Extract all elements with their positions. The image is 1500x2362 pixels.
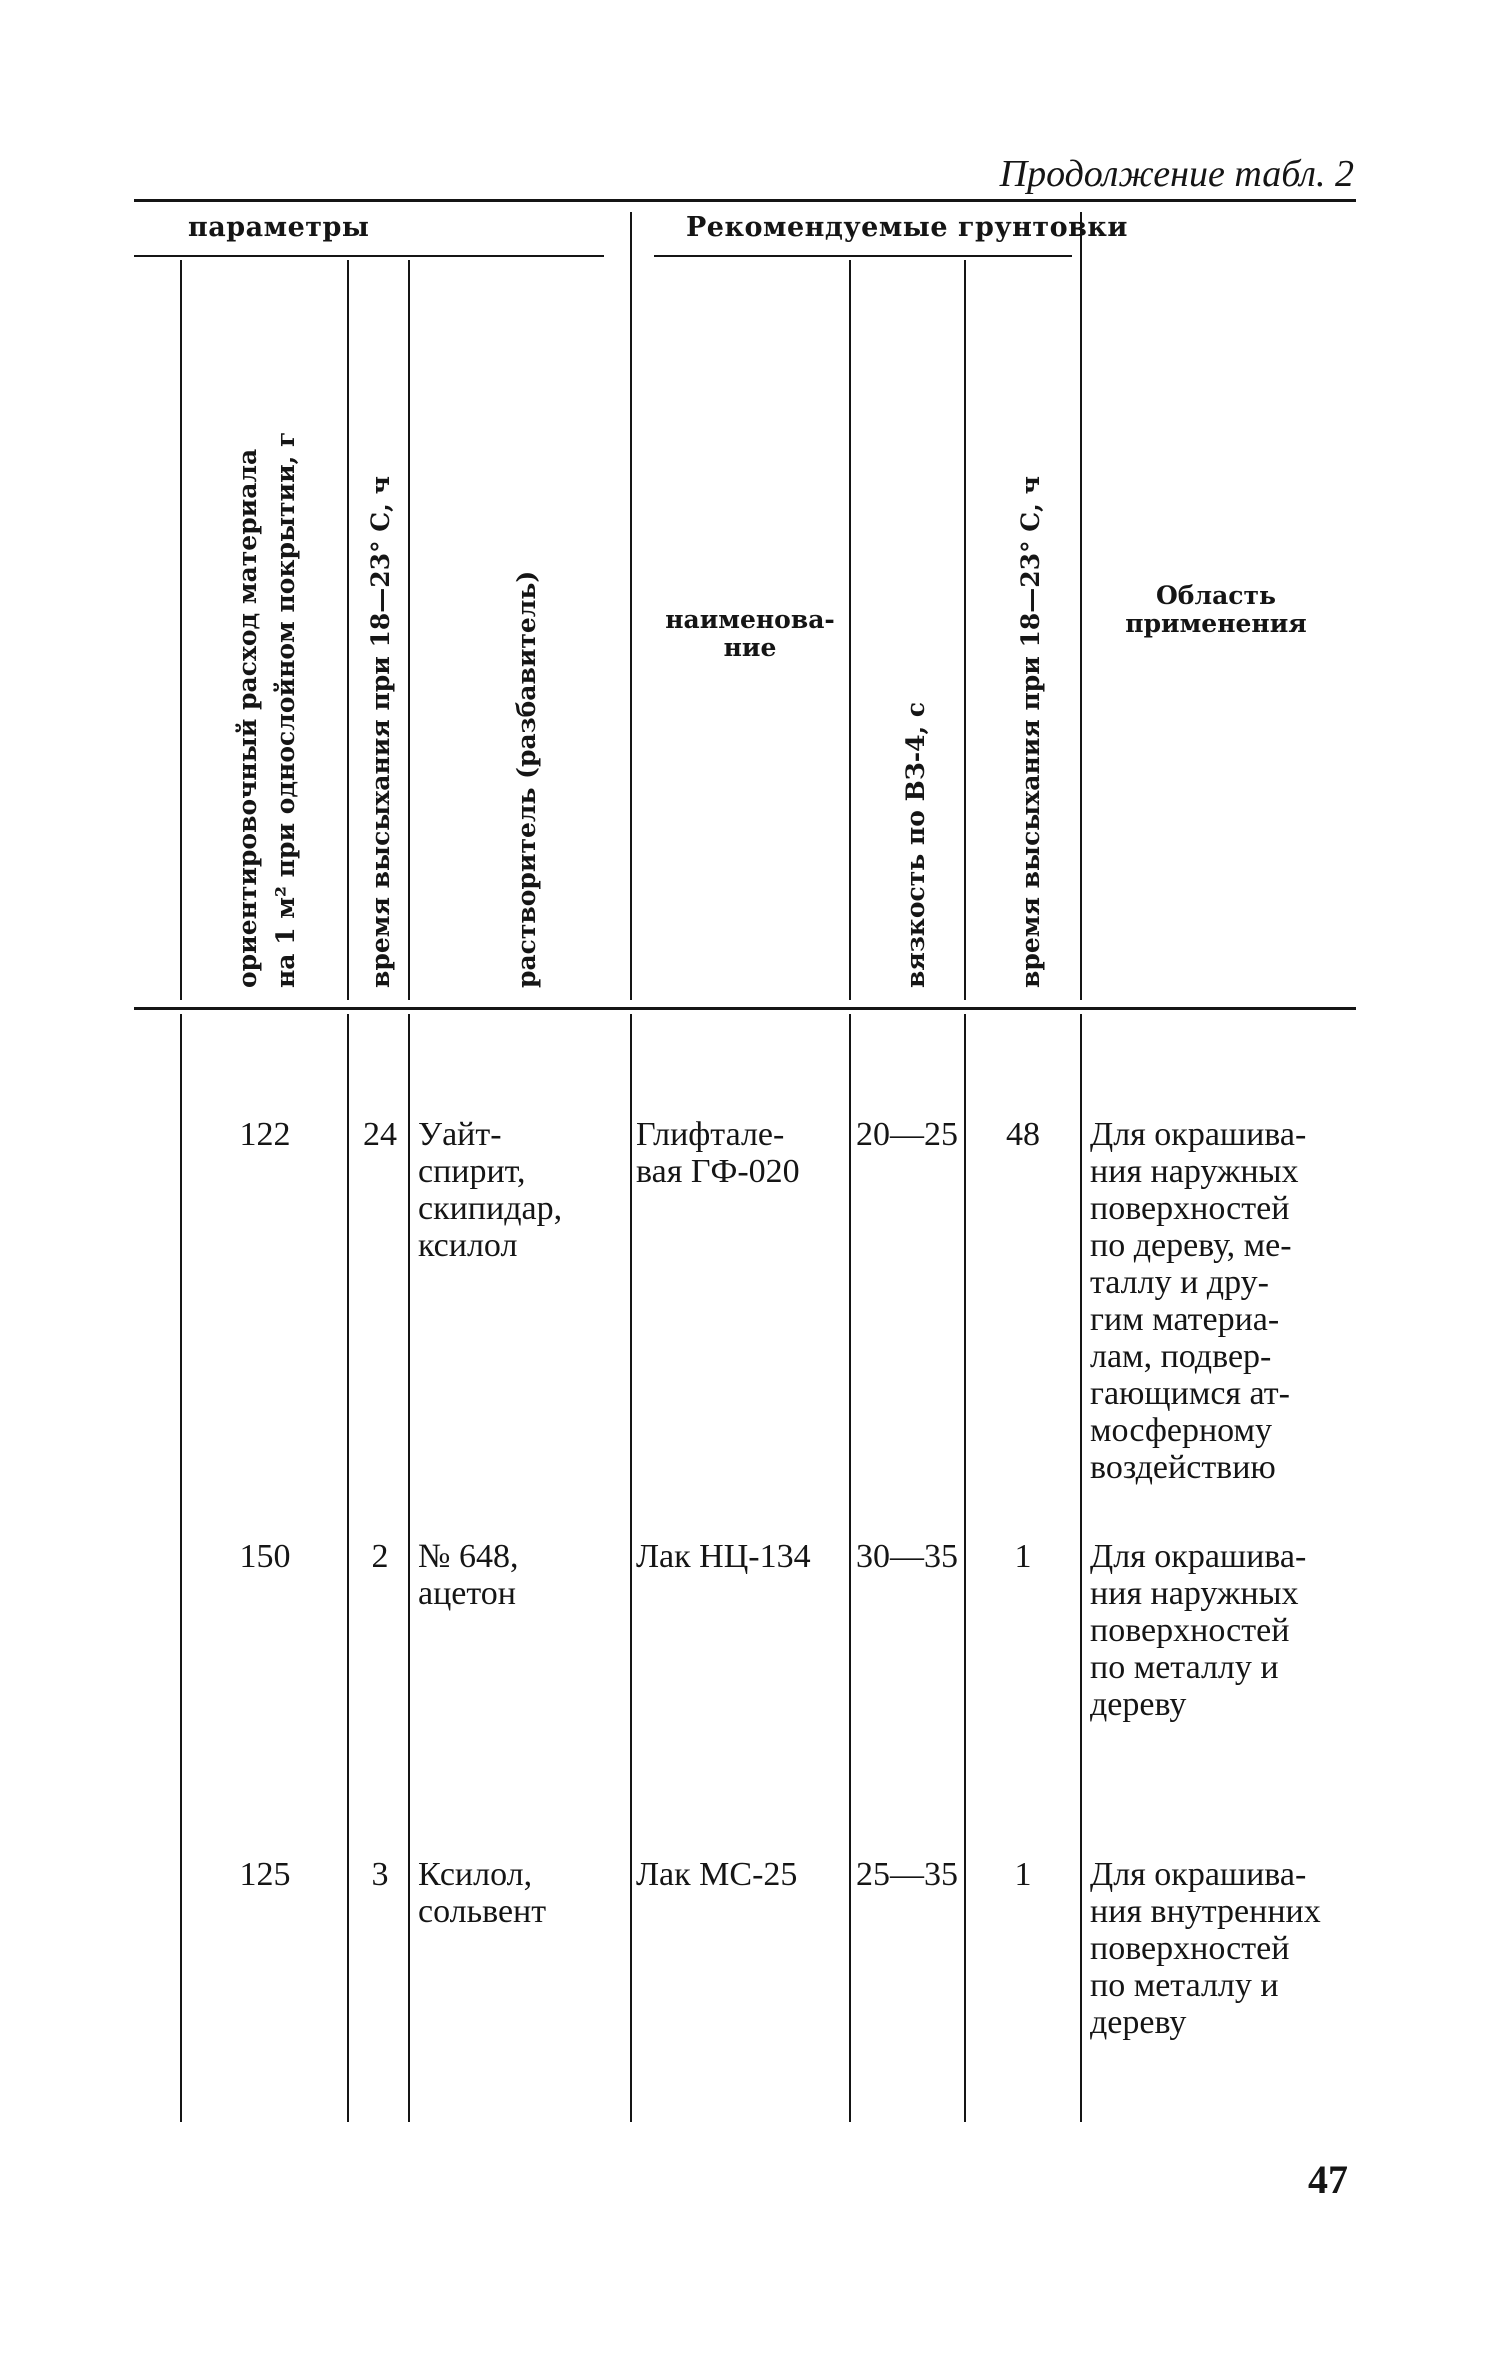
row3-solvent: Ксилол, сольвент [418,1856,547,1930]
row2-application: Для окрашива- ния наружных поверхностей по металлу и дереву [1090,1538,1307,1723]
row2-drying-time: 2 [371,1538,389,1575]
page-number: 47 [1308,2157,1348,2202]
row1-consumption: 122 [239,1116,291,1153]
column-divider [849,260,851,1000]
row2-primer-drying-time: 1 [1014,1538,1032,1575]
header-primer-name: наименова- ние [665,605,835,662]
row3-consumption: 125 [239,1856,291,1893]
row1-viscosity: 20—25 [856,1116,958,1153]
row1-solvent: Уайт- спирит, скипидар, ксилол [418,1116,563,1264]
parameters-group-rule [134,255,604,257]
column-divider [408,1014,410,2122]
column-divider [180,1014,182,2122]
row2-solvent: № 648, ацетон [418,1538,519,1612]
row3-primer-name: Лак МС-25 [636,1856,798,1893]
column-divider [964,260,966,1000]
header-consumption-line-1: ориентировочный расход материала [233,448,262,988]
row1-drying-time: 24 [363,1116,397,1153]
column-divider [408,260,410,1000]
row3-drying-time: 3 [371,1856,389,1893]
column-divider [347,260,349,1000]
group-header-parameters: параметры [188,212,370,243]
row3-application: Для окрашива- ния внутренних поверхностей по металлу и дереву [1090,1856,1321,2041]
row3-viscosity: 25—35 [856,1856,958,1893]
row2-consumption: 150 [239,1538,291,1575]
header-consumption-line-2: на 1 м² при однослойном покрытии, г [271,431,300,988]
column-divider [1080,212,1082,1000]
header-bottom-rule [134,1007,1356,1010]
row2-viscosity: 30—35 [856,1538,958,1575]
table-top-rule [134,199,1356,202]
primers-group-rule [654,255,1072,257]
column-divider [180,260,182,1000]
column-divider [347,1014,349,2122]
table-continuation-caption: Продолжение табл. 2 [999,153,1354,195]
column-divider [630,212,632,1000]
column-divider [630,1014,632,2122]
group-header-primers: Рекомендуемые грунтовки [686,212,1128,243]
row3-primer-drying-time: 1 [1014,1856,1032,1893]
row1-primer-drying-time: 48 [1006,1116,1040,1153]
row2-primer-name: Лак НЦ-134 [636,1538,811,1575]
column-divider [1080,1014,1082,2122]
row1-primer-name: Глифтале- вая ГФ-020 [636,1116,800,1190]
header-application: Область применения [1125,581,1307,638]
row1-application: Для окрашива- ния наружных поверхностей по дереву, ме- таллу и дру- гим материа- лам, подвер- гающимся ат- мосферному воздействию [1090,1116,1307,1486]
